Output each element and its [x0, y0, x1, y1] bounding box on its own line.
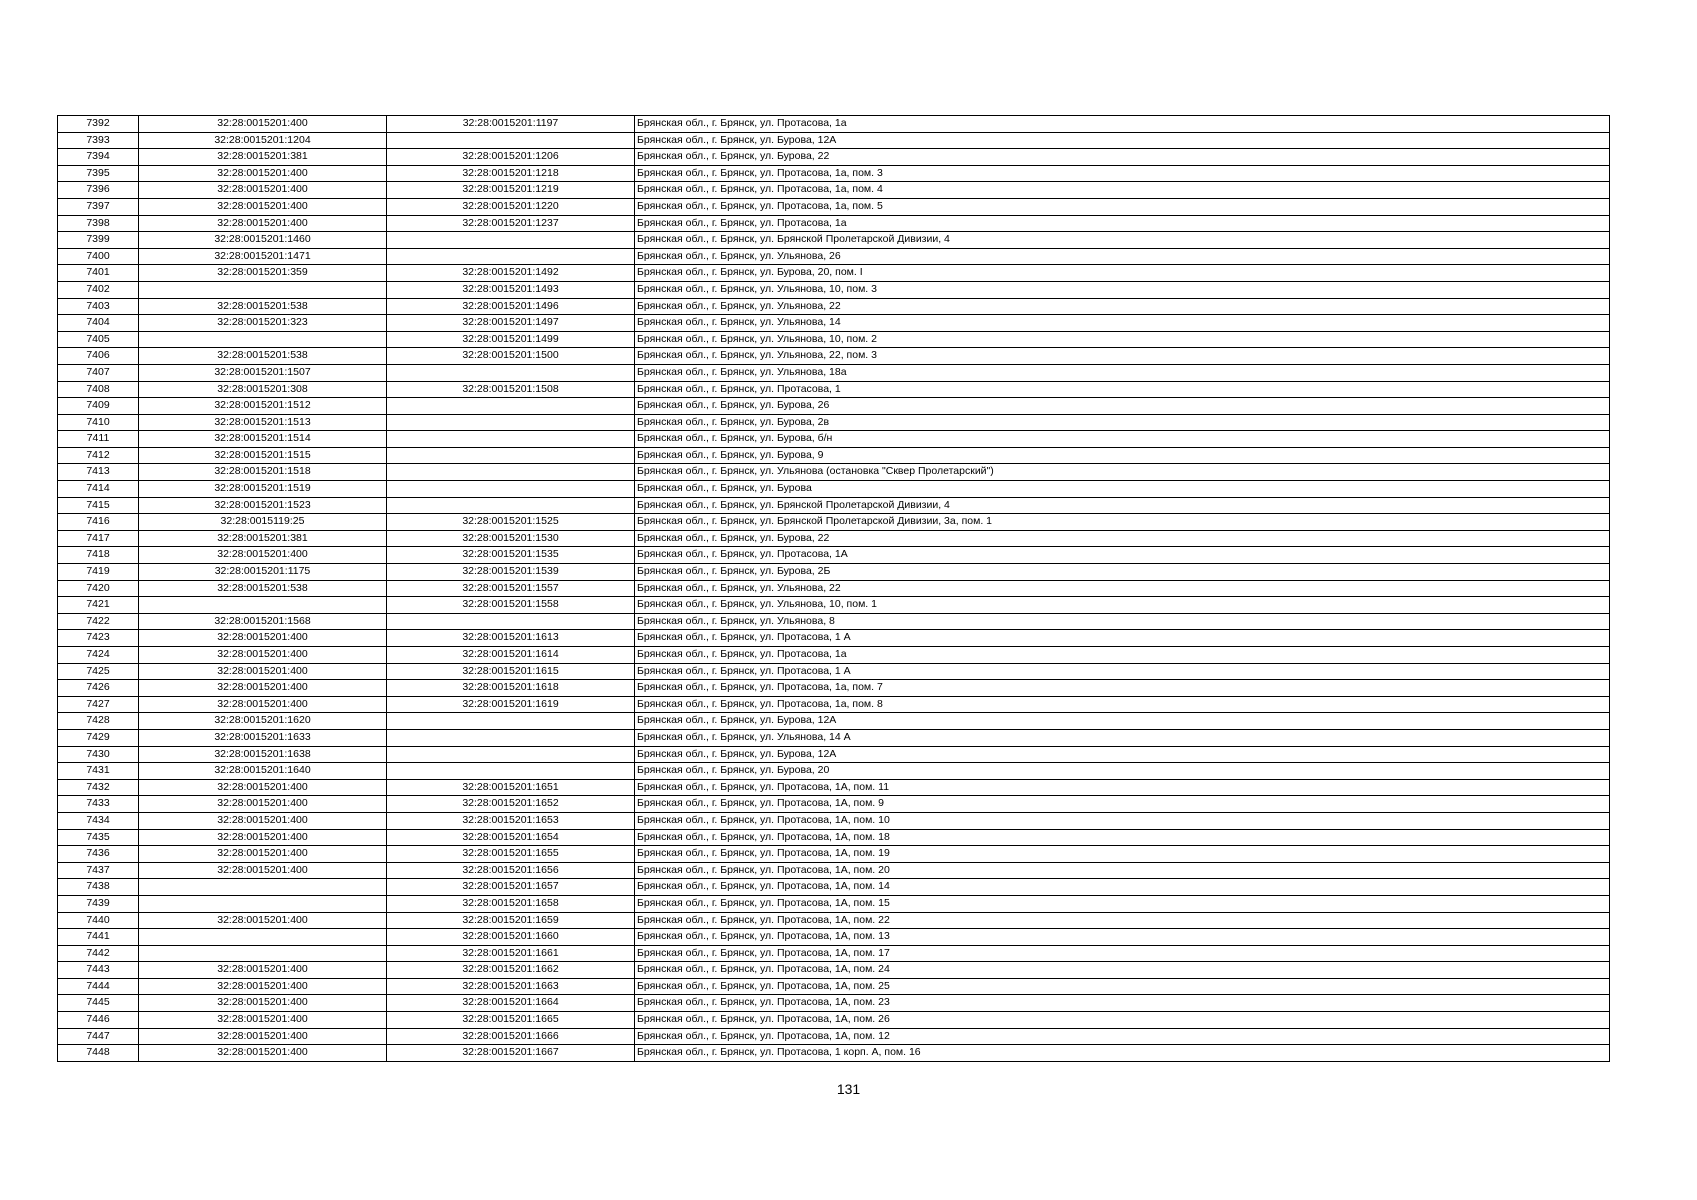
address-cell: Брянская обл., г. Брянск, ул. Бурова, б/н — [635, 431, 1610, 448]
table-row — [58, 812, 1610, 829]
address-cell: Брянская обл., г. Брянск, ул. Ульянова, 10, пом. 3 — [635, 281, 1610, 298]
table-row — [58, 298, 1610, 315]
cadastral-number-cell — [387, 464, 635, 481]
address-cell: Брянская обл., г. Брянск, ул. Протасова, 1А, пом. 24 — [635, 962, 1610, 979]
cadastral-number-cell — [387, 746, 635, 763]
cadastral-number-cell — [387, 431, 635, 448]
cadastral-number-cell — [387, 729, 635, 746]
table-row — [58, 995, 1610, 1012]
parent-cadastral-number-cell: 32:28:0015201:1513 — [139, 414, 387, 431]
parent-cadastral-number-cell: 32:28:0015201:400 — [139, 647, 387, 664]
table-row — [58, 464, 1610, 481]
row-number-cell: 7405 — [58, 331, 139, 348]
address-cell: Брянская обл., г. Брянск, ул. Ульянова, 8 — [635, 613, 1610, 630]
cadastral-number-cell: 32:28:0015201:1197 — [387, 116, 635, 133]
table-row — [58, 248, 1610, 265]
parent-cadastral-number-cell: 32:28:0015119:25 — [139, 514, 387, 531]
address-cell: Брянская обл., г. Брянск, ул. Протасова, 1А, пом. 19 — [635, 846, 1610, 863]
address-cell: Брянская обл., г. Брянск, ул. Протасова, 1А, пом. 22 — [635, 912, 1610, 929]
cadastral-number-cell: 32:28:0015201:1614 — [387, 647, 635, 664]
row-number-cell: 7436 — [58, 846, 139, 863]
cadastral-number-cell: 32:28:0015201:1220 — [387, 198, 635, 215]
cadastral-number-cell — [387, 398, 635, 415]
address-cell: Брянская обл., г. Брянск, ул. Ульянова, 14 — [635, 315, 1610, 332]
address-cell: Брянская обл., г. Брянск, ул. Протасова, 1 корп. А, пом. 16 — [635, 1045, 1610, 1062]
address-cell: Брянская обл., г. Брянск, ул. Бурова, 26 — [635, 398, 1610, 415]
row-number-cell: 7447 — [58, 1028, 139, 1045]
cadastral-number-cell: 32:28:0015201:1219 — [387, 182, 635, 199]
cadastral-number-cell: 32:28:0015201:1654 — [387, 829, 635, 846]
row-number-cell: 7444 — [58, 978, 139, 995]
table-row — [58, 414, 1610, 431]
cadastral-number-cell: 32:28:0015201:1613 — [387, 630, 635, 647]
parent-cadastral-number-cell: 32:28:0015201:400 — [139, 116, 387, 133]
parent-cadastral-number-cell — [139, 331, 387, 348]
table-row — [58, 331, 1610, 348]
row-number-cell: 7443 — [58, 962, 139, 979]
address-cell: Брянская обл., г. Брянск, ул. Ульянова, 10, пом. 1 — [635, 597, 1610, 614]
table-row — [58, 846, 1610, 863]
row-number-cell: 7448 — [58, 1045, 139, 1062]
parent-cadastral-number-cell: 32:28:0015201:400 — [139, 215, 387, 232]
parent-cadastral-number-cell: 32:28:0015201:323 — [139, 315, 387, 332]
table-row — [58, 862, 1610, 879]
parent-cadastral-number-cell: 32:28:0015201:400 — [139, 165, 387, 182]
table-row — [58, 746, 1610, 763]
row-number-cell: 7437 — [58, 862, 139, 879]
parent-cadastral-number-cell: 32:28:0015201:1638 — [139, 746, 387, 763]
cadastral-number-cell: 32:28:0015201:1493 — [387, 281, 635, 298]
row-number-cell: 7402 — [58, 281, 139, 298]
address-cell: Брянская обл., г. Брянск, ул. Протасова, 1А, пом. 26 — [635, 1012, 1610, 1029]
address-cell: Брянская обл., г. Брянск, ул. Брянской Пролетарской Дивизии, 3а, пом. 1 — [635, 514, 1610, 531]
cadastral-number-cell: 32:28:0015201:1667 — [387, 1045, 635, 1062]
table-row — [58, 514, 1610, 531]
row-number-cell: 7435 — [58, 829, 139, 846]
parent-cadastral-number-cell: 32:28:0015201:1515 — [139, 447, 387, 464]
parent-cadastral-number-cell: 32:28:0015201:1640 — [139, 763, 387, 780]
parent-cadastral-number-cell: 32:28:0015201:381 — [139, 530, 387, 547]
row-number-cell: 7422 — [58, 613, 139, 630]
address-cell: Брянская обл., г. Брянск, ул. Протасова, 1А, пом. 13 — [635, 929, 1610, 946]
address-cell: Брянская обл., г. Брянск, ул. Ульянова, 14 А — [635, 729, 1610, 746]
table-row — [58, 431, 1610, 448]
cadastral-number-cell: 32:28:0015201:1660 — [387, 929, 635, 946]
address-cell: Брянская обл., г. Брянск, ул. Бурова, 2в — [635, 414, 1610, 431]
parent-cadastral-number-cell: 32:28:0015201:1175 — [139, 564, 387, 581]
parent-cadastral-number-cell — [139, 597, 387, 614]
cadastral-number-cell — [387, 613, 635, 630]
row-number-cell: 7398 — [58, 215, 139, 232]
cadastral-number-cell — [387, 763, 635, 780]
parent-cadastral-number-cell: 32:28:0015201:400 — [139, 1028, 387, 1045]
parent-cadastral-number-cell: 32:28:0015201:400 — [139, 962, 387, 979]
row-number-cell: 7441 — [58, 929, 139, 946]
row-number-cell: 7409 — [58, 398, 139, 415]
parent-cadastral-number-cell: 32:28:0015201:1471 — [139, 248, 387, 265]
parent-cadastral-number-cell: 32:28:0015201:400 — [139, 1012, 387, 1029]
cadastral-number-cell: 32:28:0015201:1499 — [387, 331, 635, 348]
page-number: 131 — [836, 1081, 861, 1097]
cadastral-number-cell — [387, 414, 635, 431]
cadastral-number-cell: 32:28:0015201:1539 — [387, 564, 635, 581]
address-cell: Брянская обл., г. Брянск, ул. Бурова, 12А — [635, 713, 1610, 730]
row-number-cell: 7418 — [58, 547, 139, 564]
row-number-cell: 7420 — [58, 580, 139, 597]
cadastral-number-cell: 32:28:0015201:1525 — [387, 514, 635, 531]
address-cell: Брянская обл., г. Брянск, ул. Протасова, 1а, пом. 4 — [635, 182, 1610, 199]
row-number-cell: 7413 — [58, 464, 139, 481]
parent-cadastral-number-cell: 32:28:0015201:1519 — [139, 481, 387, 498]
row-number-cell: 7442 — [58, 945, 139, 962]
cadastral-number-cell: 32:28:0015201:1659 — [387, 912, 635, 929]
row-number-cell: 7428 — [58, 713, 139, 730]
parent-cadastral-number-cell: 32:28:0015201:1204 — [139, 132, 387, 149]
parent-cadastral-number-cell: 32:28:0015201:1460 — [139, 232, 387, 249]
parent-cadastral-number-cell: 32:28:0015201:400 — [139, 796, 387, 813]
address-cell: Брянская обл., г. Брянск, ул. Брянской Пролетарской Дивизии, 4 — [635, 497, 1610, 514]
parent-cadastral-number-cell: 32:28:0015201:400 — [139, 547, 387, 564]
address-cell: Брянская обл., г. Брянск, ул. Протасова, 1А, пом. 15 — [635, 895, 1610, 912]
registry-table-body — [58, 116, 1610, 1062]
row-number-cell: 7426 — [58, 680, 139, 697]
table-row — [58, 829, 1610, 846]
table-row — [58, 447, 1610, 464]
address-cell: Брянская обл., г. Брянск, ул. Протасова, 1А, пом. 9 — [635, 796, 1610, 813]
address-cell: Брянская обл., г. Брянск, ул. Ульянова (остановка "Сквер Пролетарский") — [635, 464, 1610, 481]
table-row — [58, 547, 1610, 564]
table-row — [58, 364, 1610, 381]
row-number-cell: 7445 — [58, 995, 139, 1012]
address-cell: Брянская обл., г. Брянск, ул. Протасова, 1А, пом. 23 — [635, 995, 1610, 1012]
cadastral-number-cell: 32:28:0015201:1662 — [387, 962, 635, 979]
cadastral-number-cell: 32:28:0015201:1666 — [387, 1028, 635, 1045]
cadastral-number-cell: 32:28:0015201:1496 — [387, 298, 635, 315]
address-cell: Брянская обл., г. Брянск, ул. Протасова, 1а, пом. 7 — [635, 680, 1610, 697]
cadastral-number-cell: 32:28:0015201:1206 — [387, 149, 635, 166]
row-number-cell: 7425 — [58, 663, 139, 680]
parent-cadastral-number-cell: 32:28:0015201:538 — [139, 348, 387, 365]
cadastral-number-cell — [387, 447, 635, 464]
table-row — [58, 912, 1610, 929]
parent-cadastral-number-cell: 32:28:0015201:1633 — [139, 729, 387, 746]
row-number-cell: 7427 — [58, 696, 139, 713]
parent-cadastral-number-cell: 32:28:0015201:400 — [139, 663, 387, 680]
parent-cadastral-number-cell: 32:28:0015201:381 — [139, 149, 387, 166]
table-row — [58, 315, 1610, 332]
table-row — [58, 895, 1610, 912]
table-row — [58, 613, 1610, 630]
table-row — [58, 1028, 1610, 1045]
parent-cadastral-number-cell: 32:28:0015201:400 — [139, 182, 387, 199]
table-row — [58, 796, 1610, 813]
cadastral-number-cell: 32:28:0015201:1557 — [387, 580, 635, 597]
row-number-cell: 7423 — [58, 630, 139, 647]
table-row — [58, 149, 1610, 166]
table-row — [58, 680, 1610, 697]
row-number-cell: 7407 — [58, 364, 139, 381]
parent-cadastral-number-cell: 32:28:0015201:1512 — [139, 398, 387, 415]
row-number-cell: 7401 — [58, 265, 139, 282]
address-cell: Брянская обл., г. Брянск, ул. Протасова, 1а, пом. 8 — [635, 696, 1610, 713]
row-number-cell: 7424 — [58, 647, 139, 664]
address-cell: Брянская обл., г. Брянск, ул. Ульянова, 22 — [635, 298, 1610, 315]
address-cell: Брянская обл., г. Брянск, ул. Протасова, 1 — [635, 381, 1610, 398]
address-cell: Брянская обл., г. Брянск, ул. Ульянова, 18а — [635, 364, 1610, 381]
address-cell: Брянская обл., г. Брянск, ул. Протасова, 1а — [635, 215, 1610, 232]
address-cell: Брянская обл., г. Брянск, ул. Протасова, 1а, пом. 5 — [635, 198, 1610, 215]
table-row — [58, 929, 1610, 946]
table-row — [58, 779, 1610, 796]
parent-cadastral-number-cell: 32:28:0015201:400 — [139, 630, 387, 647]
table-row — [58, 630, 1610, 647]
row-number-cell: 7416 — [58, 514, 139, 531]
address-cell: Брянская обл., г. Брянск, ул. Бурова, 2Б — [635, 564, 1610, 581]
table-row — [58, 165, 1610, 182]
table-row — [58, 1045, 1610, 1062]
parent-cadastral-number-cell: 32:28:0015201:400 — [139, 696, 387, 713]
cadastral-number-cell: 32:28:0015201:1618 — [387, 680, 635, 697]
address-cell: Брянская обл., г. Брянск, ул. Бурова — [635, 481, 1610, 498]
cadastral-number-cell — [387, 232, 635, 249]
cadastral-number-cell: 32:28:0015201:1492 — [387, 265, 635, 282]
cadastral-number-cell — [387, 481, 635, 498]
table-row — [58, 978, 1610, 995]
cadastral-number-cell: 32:28:0015201:1656 — [387, 862, 635, 879]
parent-cadastral-number-cell — [139, 879, 387, 896]
cadastral-number-cell — [387, 497, 635, 514]
cadastral-number-cell: 32:28:0015201:1530 — [387, 530, 635, 547]
address-cell: Брянская обл., г. Брянск, ул. Брянской Пролетарской Дивизии, 4 — [635, 232, 1610, 249]
cadastral-number-cell — [387, 713, 635, 730]
row-number-cell: 7411 — [58, 431, 139, 448]
parent-cadastral-number-cell: 32:28:0015201:538 — [139, 580, 387, 597]
parent-cadastral-number-cell: 32:28:0015201:400 — [139, 978, 387, 995]
address-cell: Брянская обл., г. Брянск, ул. Протасова, 1 А — [635, 630, 1610, 647]
address-cell: Брянская обл., г. Брянск, ул. Протасова, 1А, пом. 12 — [635, 1028, 1610, 1045]
row-number-cell: 7421 — [58, 597, 139, 614]
row-number-cell: 7394 — [58, 149, 139, 166]
address-cell: Брянская обл., г. Брянск, ул. Протасова, 1А, пом. 10 — [635, 812, 1610, 829]
row-number-cell: 7395 — [58, 165, 139, 182]
parent-cadastral-number-cell: 32:28:0015201:308 — [139, 381, 387, 398]
parent-cadastral-number-cell: 32:28:0015201:1507 — [139, 364, 387, 381]
table-row — [58, 497, 1610, 514]
cadastral-number-cell: 32:28:0015201:1500 — [387, 348, 635, 365]
table-row — [58, 962, 1610, 979]
parent-cadastral-number-cell — [139, 945, 387, 962]
parent-cadastral-number-cell: 32:28:0015201:1620 — [139, 713, 387, 730]
cadastral-number-cell — [387, 132, 635, 149]
table-row — [58, 348, 1610, 365]
cadastral-number-cell: 32:28:0015201:1661 — [387, 945, 635, 962]
table-row — [58, 713, 1610, 730]
cadastral-number-cell: 32:28:0015201:1652 — [387, 796, 635, 813]
parent-cadastral-number-cell: 32:28:0015201:359 — [139, 265, 387, 282]
address-cell: Брянская обл., г. Брянск, ул. Бурова, 20, пом. I — [635, 265, 1610, 282]
parent-cadastral-number-cell: 32:28:0015201:400 — [139, 680, 387, 697]
table-row — [58, 530, 1610, 547]
address-cell: Брянская обл., г. Брянск, ул. Протасова, 1А — [635, 547, 1610, 564]
row-number-cell: 7396 — [58, 182, 139, 199]
row-number-cell: 7415 — [58, 497, 139, 514]
parent-cadastral-number-cell: 32:28:0015201:400 — [139, 812, 387, 829]
address-cell: Брянская обл., г. Брянск, ул. Бурова, 12А — [635, 746, 1610, 763]
parent-cadastral-number-cell: 32:28:0015201:400 — [139, 912, 387, 929]
cadastral-number-cell: 32:28:0015201:1657 — [387, 879, 635, 896]
address-cell: Брянская обл., г. Брянск, ул. Протасова, 1А, пом. 11 — [635, 779, 1610, 796]
parent-cadastral-number-cell: 32:28:0015201:400 — [139, 198, 387, 215]
table-row — [58, 481, 1610, 498]
table-row — [58, 198, 1610, 215]
row-number-cell: 7430 — [58, 746, 139, 763]
cadastral-number-cell: 32:28:0015201:1237 — [387, 215, 635, 232]
row-number-cell: 7419 — [58, 564, 139, 581]
row-number-cell: 7412 — [58, 447, 139, 464]
table-row — [58, 281, 1610, 298]
cadastral-number-cell: 32:28:0015201:1619 — [387, 696, 635, 713]
address-cell: Брянская обл., г. Брянск, ул. Протасова, 1А, пом. 25 — [635, 978, 1610, 995]
cadastral-number-cell: 32:28:0015201:1497 — [387, 315, 635, 332]
row-number-cell: 7439 — [58, 895, 139, 912]
table-row — [58, 945, 1610, 962]
cadastral-number-cell: 32:28:0015201:1615 — [387, 663, 635, 680]
address-cell: Брянская обл., г. Брянск, ул. Протасова, 1а — [635, 116, 1610, 133]
row-number-cell: 7392 — [58, 116, 139, 133]
address-cell: Брянская обл., г. Брянск, ул. Ульянова, 22 — [635, 580, 1610, 597]
row-number-cell: 7400 — [58, 248, 139, 265]
row-number-cell: 7403 — [58, 298, 139, 315]
registry-table — [57, 115, 1610, 1062]
table-row — [58, 182, 1610, 199]
parent-cadastral-number-cell: 32:28:0015201:1568 — [139, 613, 387, 630]
row-number-cell: 7438 — [58, 879, 139, 896]
parent-cadastral-number-cell: 32:28:0015201:1518 — [139, 464, 387, 481]
cadastral-number-cell — [387, 248, 635, 265]
table-row — [58, 597, 1610, 614]
parent-cadastral-number-cell: 32:28:0015201:400 — [139, 829, 387, 846]
parent-cadastral-number-cell: 32:28:0015201:400 — [139, 779, 387, 796]
cadastral-number-cell: 32:28:0015201:1535 — [387, 547, 635, 564]
address-cell: Брянская обл., г. Брянск, ул. Бурова, 22 — [635, 530, 1610, 547]
table-row — [58, 580, 1610, 597]
row-number-cell: 7410 — [58, 414, 139, 431]
parent-cadastral-number-cell: 32:28:0015201:1523 — [139, 497, 387, 514]
cadastral-number-cell — [387, 364, 635, 381]
row-number-cell: 7414 — [58, 481, 139, 498]
parent-cadastral-number-cell: 32:28:0015201:400 — [139, 1045, 387, 1062]
table-row — [58, 647, 1610, 664]
parent-cadastral-number-cell: 32:28:0015201:400 — [139, 995, 387, 1012]
row-number-cell: 7446 — [58, 1012, 139, 1029]
address-cell: Брянская обл., г. Брянск, ул. Бурова, 22 — [635, 149, 1610, 166]
address-cell: Брянская обл., г. Брянск, ул. Бурова, 20 — [635, 763, 1610, 780]
cadastral-number-cell: 32:28:0015201:1653 — [387, 812, 635, 829]
parent-cadastral-number-cell — [139, 281, 387, 298]
table-row — [58, 381, 1610, 398]
table-row — [58, 215, 1610, 232]
row-number-cell: 7433 — [58, 796, 139, 813]
cadastral-number-cell: 32:28:0015201:1665 — [387, 1012, 635, 1029]
cadastral-number-cell: 32:28:0015201:1655 — [387, 846, 635, 863]
table-row — [58, 116, 1610, 133]
row-number-cell: 7406 — [58, 348, 139, 365]
cadastral-number-cell: 32:28:0015201:1651 — [387, 779, 635, 796]
row-number-cell: 7417 — [58, 530, 139, 547]
table-row — [58, 265, 1610, 282]
table-row — [58, 763, 1610, 780]
table-row — [58, 696, 1610, 713]
parent-cadastral-number-cell — [139, 895, 387, 912]
address-cell: Брянская обл., г. Брянск, ул. Протасова, 1А, пом. 14 — [635, 879, 1610, 896]
row-number-cell: 7429 — [58, 729, 139, 746]
table-row — [58, 879, 1610, 896]
parent-cadastral-number-cell: 32:28:0015201:400 — [139, 846, 387, 863]
address-cell: Брянская обл., г. Брянск, ул. Протасова, 1а, пом. 3 — [635, 165, 1610, 182]
address-cell: Брянская обл., г. Брянск, ул. Протасова, 1 А — [635, 663, 1610, 680]
row-number-cell: 7404 — [58, 315, 139, 332]
parent-cadastral-number-cell: 32:28:0015201:1514 — [139, 431, 387, 448]
address-cell: Брянская обл., г. Брянск, ул. Ульянова, 10, пом. 2 — [635, 331, 1610, 348]
table-row — [58, 132, 1610, 149]
cadastral-number-cell: 32:28:0015201:1664 — [387, 995, 635, 1012]
parent-cadastral-number-cell: 32:28:0015201:400 — [139, 862, 387, 879]
table-row — [58, 232, 1610, 249]
address-cell: Брянская обл., г. Брянск, ул. Протасова, 1а — [635, 647, 1610, 664]
row-number-cell: 7399 — [58, 232, 139, 249]
address-cell: Брянская обл., г. Брянск, ул. Ульянова, 26 — [635, 248, 1610, 265]
cadastral-number-cell: 32:28:0015201:1663 — [387, 978, 635, 995]
cadastral-number-cell: 32:28:0015201:1558 — [387, 597, 635, 614]
address-cell: Брянская обл., г. Брянск, ул. Протасова, 1А, пом. 18 — [635, 829, 1610, 846]
table-row — [58, 729, 1610, 746]
row-number-cell: 7408 — [58, 381, 139, 398]
row-number-cell: 7397 — [58, 198, 139, 215]
table-row — [58, 1012, 1610, 1029]
table-row — [58, 663, 1610, 680]
table-row — [58, 398, 1610, 415]
cadastral-number-cell: 32:28:0015201:1218 — [387, 165, 635, 182]
address-cell: Брянская обл., г. Брянск, ул. Протасова, 1А, пом. 20 — [635, 862, 1610, 879]
row-number-cell: 7432 — [58, 779, 139, 796]
table-row — [58, 564, 1610, 581]
row-number-cell: 7434 — [58, 812, 139, 829]
row-number-cell: 7393 — [58, 132, 139, 149]
cadastral-number-cell: 32:28:0015201:1658 — [387, 895, 635, 912]
row-number-cell: 7440 — [58, 912, 139, 929]
address-cell: Брянская обл., г. Брянск, ул. Бурова, 12А — [635, 132, 1610, 149]
parent-cadastral-number-cell: 32:28:0015201:538 — [139, 298, 387, 315]
address-cell: Брянская обл., г. Брянск, ул. Ульянова, 22, пом. 3 — [635, 348, 1610, 365]
address-cell: Брянская обл., г. Брянск, ул. Бурова, 9 — [635, 447, 1610, 464]
address-cell: Брянская обл., г. Брянск, ул. Протасова, 1А, пом. 17 — [635, 945, 1610, 962]
parent-cadastral-number-cell — [139, 929, 387, 946]
cadastral-number-cell: 32:28:0015201:1508 — [387, 381, 635, 398]
row-number-cell: 7431 — [58, 763, 139, 780]
